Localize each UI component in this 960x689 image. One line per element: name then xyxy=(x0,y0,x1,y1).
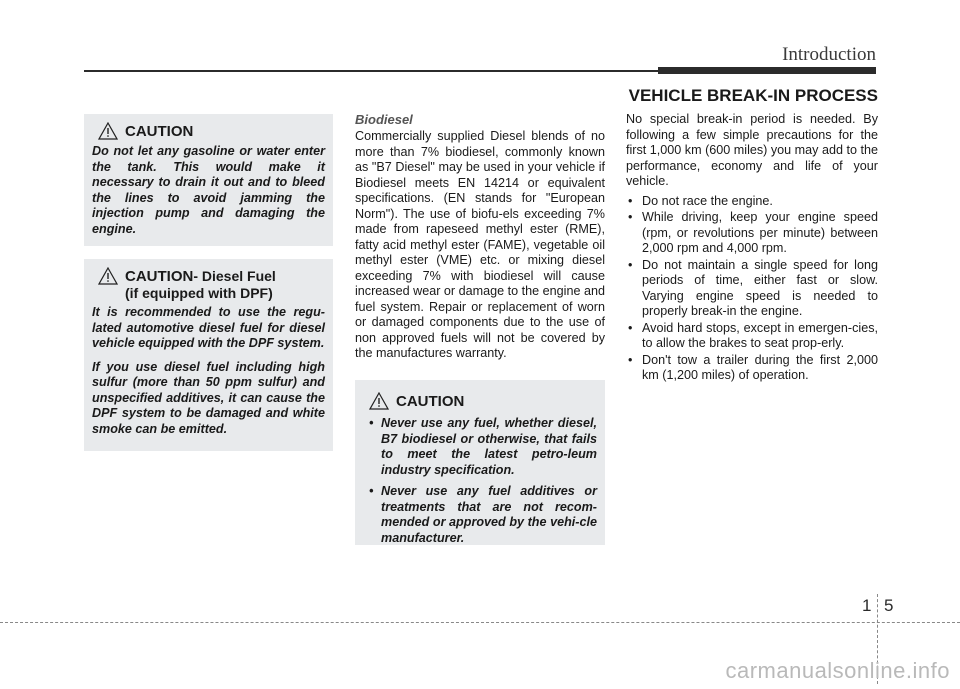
caution-title-suffix: - Diesel Fuel xyxy=(193,268,276,284)
biodiesel-section xyxy=(355,112,605,362)
caution-box-fuel-specs xyxy=(355,380,605,545)
breakin-list xyxy=(626,194,878,384)
warning-triangle-icon xyxy=(369,392,389,410)
caution-header xyxy=(98,122,325,140)
watermark: carmanualsonline.info xyxy=(725,658,950,683)
breakin-section xyxy=(626,112,878,385)
warning-triangle-icon xyxy=(98,267,118,285)
warning-triangle-icon xyxy=(98,122,118,140)
header-rule-accent xyxy=(658,67,876,74)
header-rule xyxy=(84,70,876,72)
chapter-number: 1 xyxy=(862,596,872,615)
caution-title-line2: (if equipped with DPF) xyxy=(125,285,273,301)
page-number: 5 xyxy=(884,596,894,615)
breakin-list-item: • While driving, keep your engine speed (rpm, or revolutions per minute) between 2,000 rpm and 4,000 rpm. xyxy=(626,210,878,257)
breakin-intro: No special break-in period is needed. By following a few simple precautions for the first 1,000 km (600 miles) you may add to the performance, economy and life of your vehicle. xyxy=(626,112,878,188)
biodiesel-text: Commercially supplied Diesel blends of no more than 7% biodiesel, commonly known as "B7 Diesel" may be used in your vehicle if Biodiesel meets EN 14214 or equivalent specifications. (EN stands for "European Norm"). The use of biofu-els exceeding 7% made from rapeseed methyl ester (RME), fatty acid methyl ester (FAME), vegetable oil methyl ester (VME) etc. or mixing diesel exceeding 7% with biodiesel will cause increased wear or damage to the engine and fuel system. Repair or replacement of worn or damaged components due to the use of non approved fuels will not be covered by the manufactures warranty. xyxy=(355,129,605,360)
caution-list-item: • Never use any fuel, whether diesel, B7 biodiesel or otherwise, that fails to meet the latest petro-leum industry specification. xyxy=(363,416,597,478)
breakin-list-item: • Do not maintain a single speed for long periods of time, either fast or slow. Varying engine speed is needed to properly break-in the engine. xyxy=(626,258,878,320)
breakin-list-item: • Do not race the engine. xyxy=(626,194,878,210)
footer-dashed-rule xyxy=(0,622,960,623)
caution-title: CAUTION xyxy=(125,122,194,140)
header-title: Introduction xyxy=(782,44,876,65)
caution-paragraph-1: It is recommended to use the regu-lated automotive diesel fuel for diesel vehicle equipped with the DPF system. xyxy=(92,305,325,350)
caution-box-gasoline xyxy=(84,114,333,246)
caution-list-item: • Never use any fuel additives or treatments that are not recom-mended or approved by the vehi-cle manufacturer. xyxy=(363,484,597,546)
caution-box-diesel-dpf xyxy=(84,259,333,451)
caution-list xyxy=(363,416,597,546)
caution-paragraph-2: If you use diesel fuel including high sulfur (more than 50 ppm sulfur) and unspecified additives, it can cause the DPF system to be damaged and white smoke can be emitted. xyxy=(92,359,325,436)
caution-text: Do not let any gasoline or water enter the tank. This would make it necessary to drain it out and to bleed the lines to avoid jamming the injection pump and damaging the engine. xyxy=(92,144,325,236)
caution-header xyxy=(369,392,597,410)
section-heading: VEHICLE BREAK-IN PROCESS xyxy=(628,86,878,105)
caution-title: CAUTION xyxy=(125,267,194,285)
breakin-list-item: • Don't tow a trailer during the first 2,000 km (1,200 miles) of operation. xyxy=(626,353,878,384)
biodiesel-title: Biodiesel xyxy=(355,112,413,127)
caution-header xyxy=(98,267,325,285)
breakin-list-item: • Avoid hard stops, except in emergen-cies, to allow the brakes to seat prop-erly. xyxy=(626,321,878,352)
caution-title: CAUTION xyxy=(396,392,465,410)
